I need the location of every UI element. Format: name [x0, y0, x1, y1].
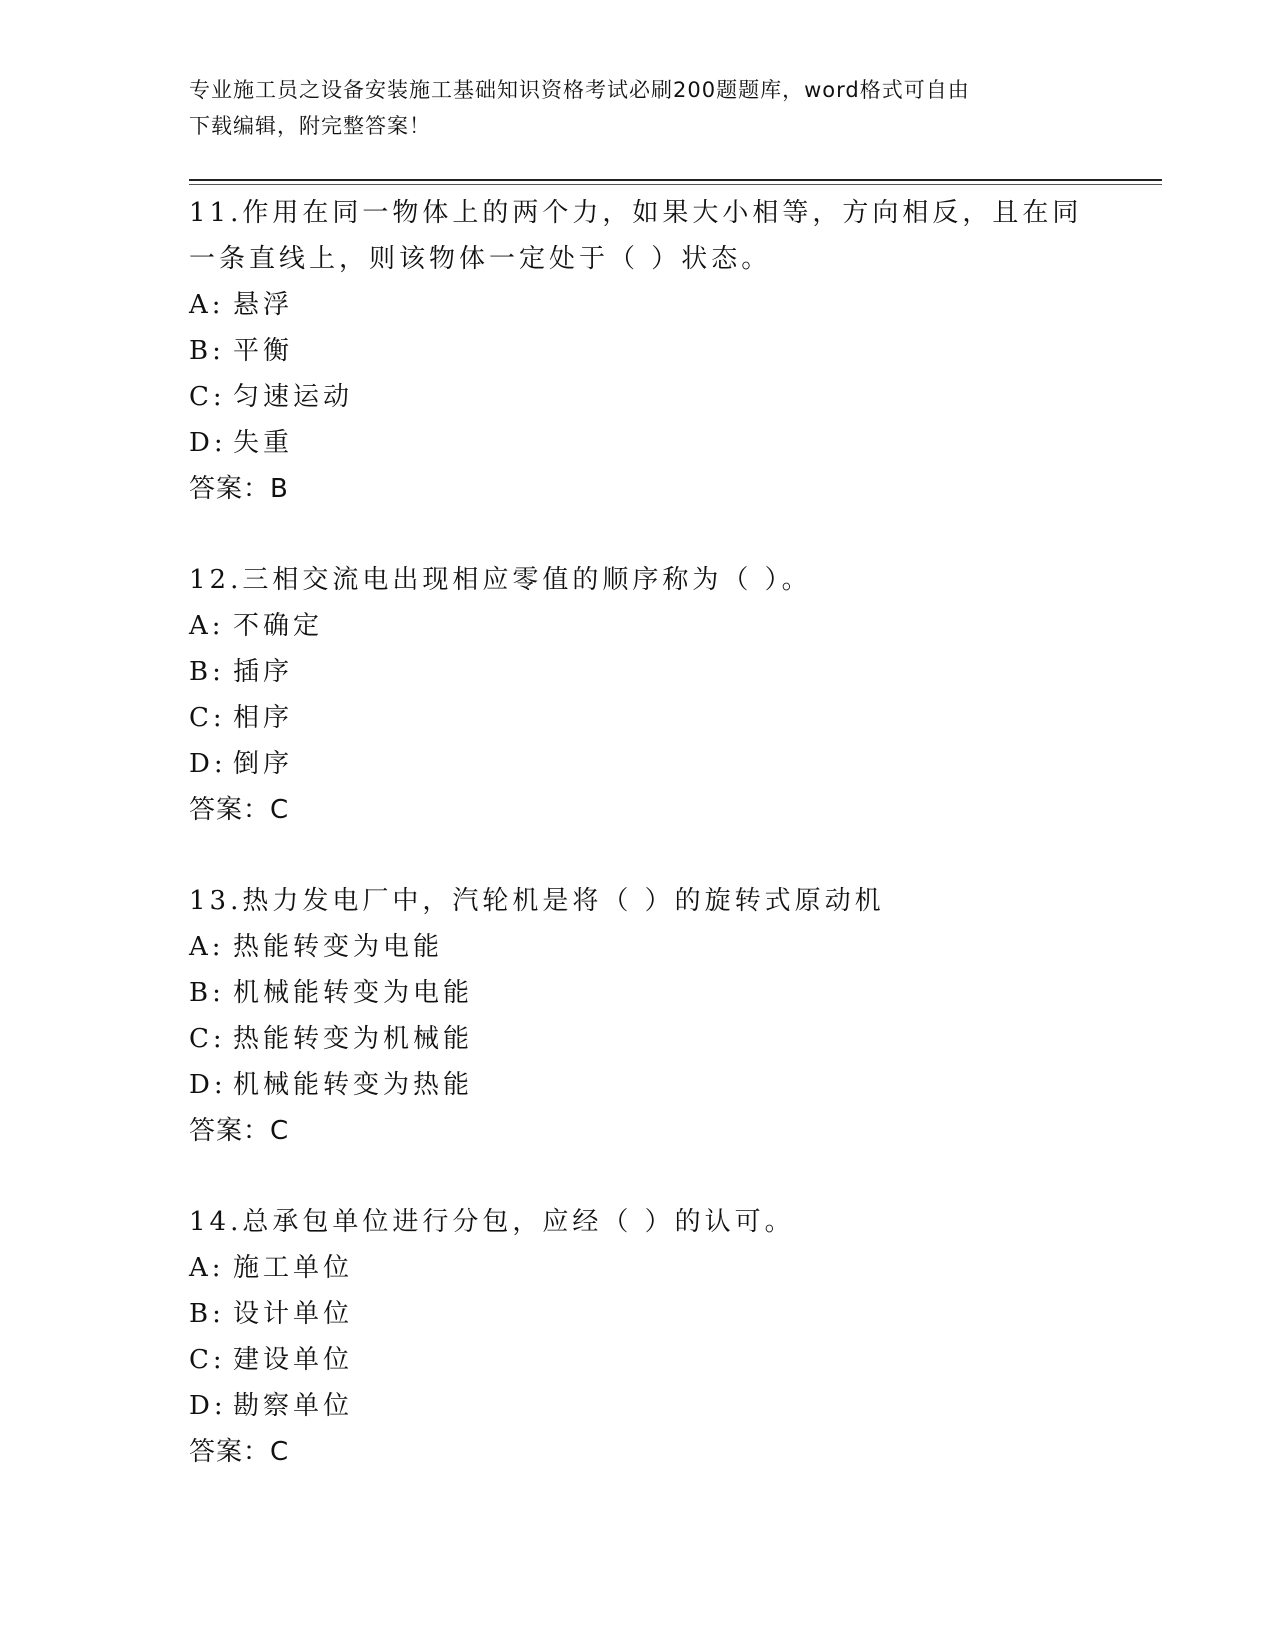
question-text: 11.作用在同一物体上的两个力，如果大小相等，方向相反，且在同一条直线上，则该物体一定处于（ ）状态。 [189, 198, 1083, 274]
header-line-1: 专业施工员之设备安装施工基础知识资格考试必刷200题题库，word格式可自由 [189, 78, 970, 102]
option-a [189, 603, 1119, 649]
option-a [189, 924, 1119, 970]
option-text: 勘察单位 [233, 1391, 354, 1421]
option-letter: A: [189, 932, 225, 962]
option-letter: C: [189, 382, 226, 412]
option-letter: B: [189, 657, 225, 687]
question-12 [189, 557, 1119, 833]
option-c [189, 695, 1119, 741]
option-a [189, 1245, 1119, 1291]
answer-line: 答案：B [189, 474, 289, 504]
option-letter: C: [189, 1345, 226, 1375]
option-letter: D: [189, 1070, 227, 1100]
option-c [189, 1337, 1119, 1383]
option-a [189, 282, 1119, 328]
answer-line: 答案：C [189, 1437, 290, 1467]
option-text: 倒序 [233, 749, 294, 779]
option-letter: C: [189, 703, 226, 733]
option-text: 热能转变为电能 [233, 932, 444, 962]
header-divider-thin [189, 184, 1162, 185]
option-d [189, 741, 1119, 787]
option-text: 施工单位 [233, 1253, 354, 1283]
option-c [189, 1016, 1119, 1062]
question-11 [189, 190, 1119, 512]
option-d [189, 1383, 1119, 1429]
option-text: 相序 [233, 703, 294, 733]
option-letter: A: [189, 611, 225, 641]
option-letter: C: [189, 1024, 226, 1054]
option-text: 插序 [233, 657, 294, 687]
option-text: 机械能转变为热能 [233, 1070, 474, 1100]
option-text: 热能转变为机械能 [233, 1024, 474, 1054]
option-text: 设计单位 [233, 1299, 354, 1329]
option-letter: B: [189, 1299, 225, 1329]
answer-line: 答案：C [189, 795, 290, 825]
header-divider-thick [189, 179, 1162, 181]
option-letter: B: [189, 978, 225, 1008]
question-text: 14.总承包单位进行分包，应经（ ）的认可。 [189, 1207, 795, 1237]
option-text: 建设单位 [233, 1345, 354, 1375]
header-line-2: 下载编辑，附完整答案！ [189, 114, 431, 138]
option-b [189, 328, 1119, 374]
option-letter: B: [189, 336, 225, 366]
option-d [189, 1062, 1119, 1108]
option-b [189, 649, 1119, 695]
question-13 [189, 878, 1119, 1154]
option-text: 匀速运动 [233, 382, 354, 412]
option-text: 平衡 [233, 336, 294, 366]
option-b [189, 970, 1119, 1016]
option-letter: D: [189, 749, 227, 779]
answer-line: 答案：C [189, 1116, 290, 1146]
question-list [189, 190, 1119, 1520]
option-text: 悬浮 [233, 290, 294, 320]
option-b [189, 1291, 1119, 1337]
document-header [189, 72, 1069, 144]
question-text: 13.热力发电厂中，汽轮机是将（ ）的旋转式原动机 [189, 886, 885, 916]
question-14 [189, 1199, 1119, 1475]
option-text: 不确定 [233, 611, 324, 641]
option-c [189, 374, 1119, 420]
option-letter: A: [189, 290, 225, 320]
option-letter: A: [189, 1253, 225, 1283]
option-text: 失重 [233, 428, 294, 458]
option-d [189, 420, 1119, 466]
option-letter: D: [189, 428, 227, 458]
option-letter: D: [189, 1391, 227, 1421]
option-text: 机械能转变为电能 [233, 978, 474, 1008]
question-text: 12.三相交流电出现相应零值的顺序称为（ ）。 [189, 565, 812, 595]
